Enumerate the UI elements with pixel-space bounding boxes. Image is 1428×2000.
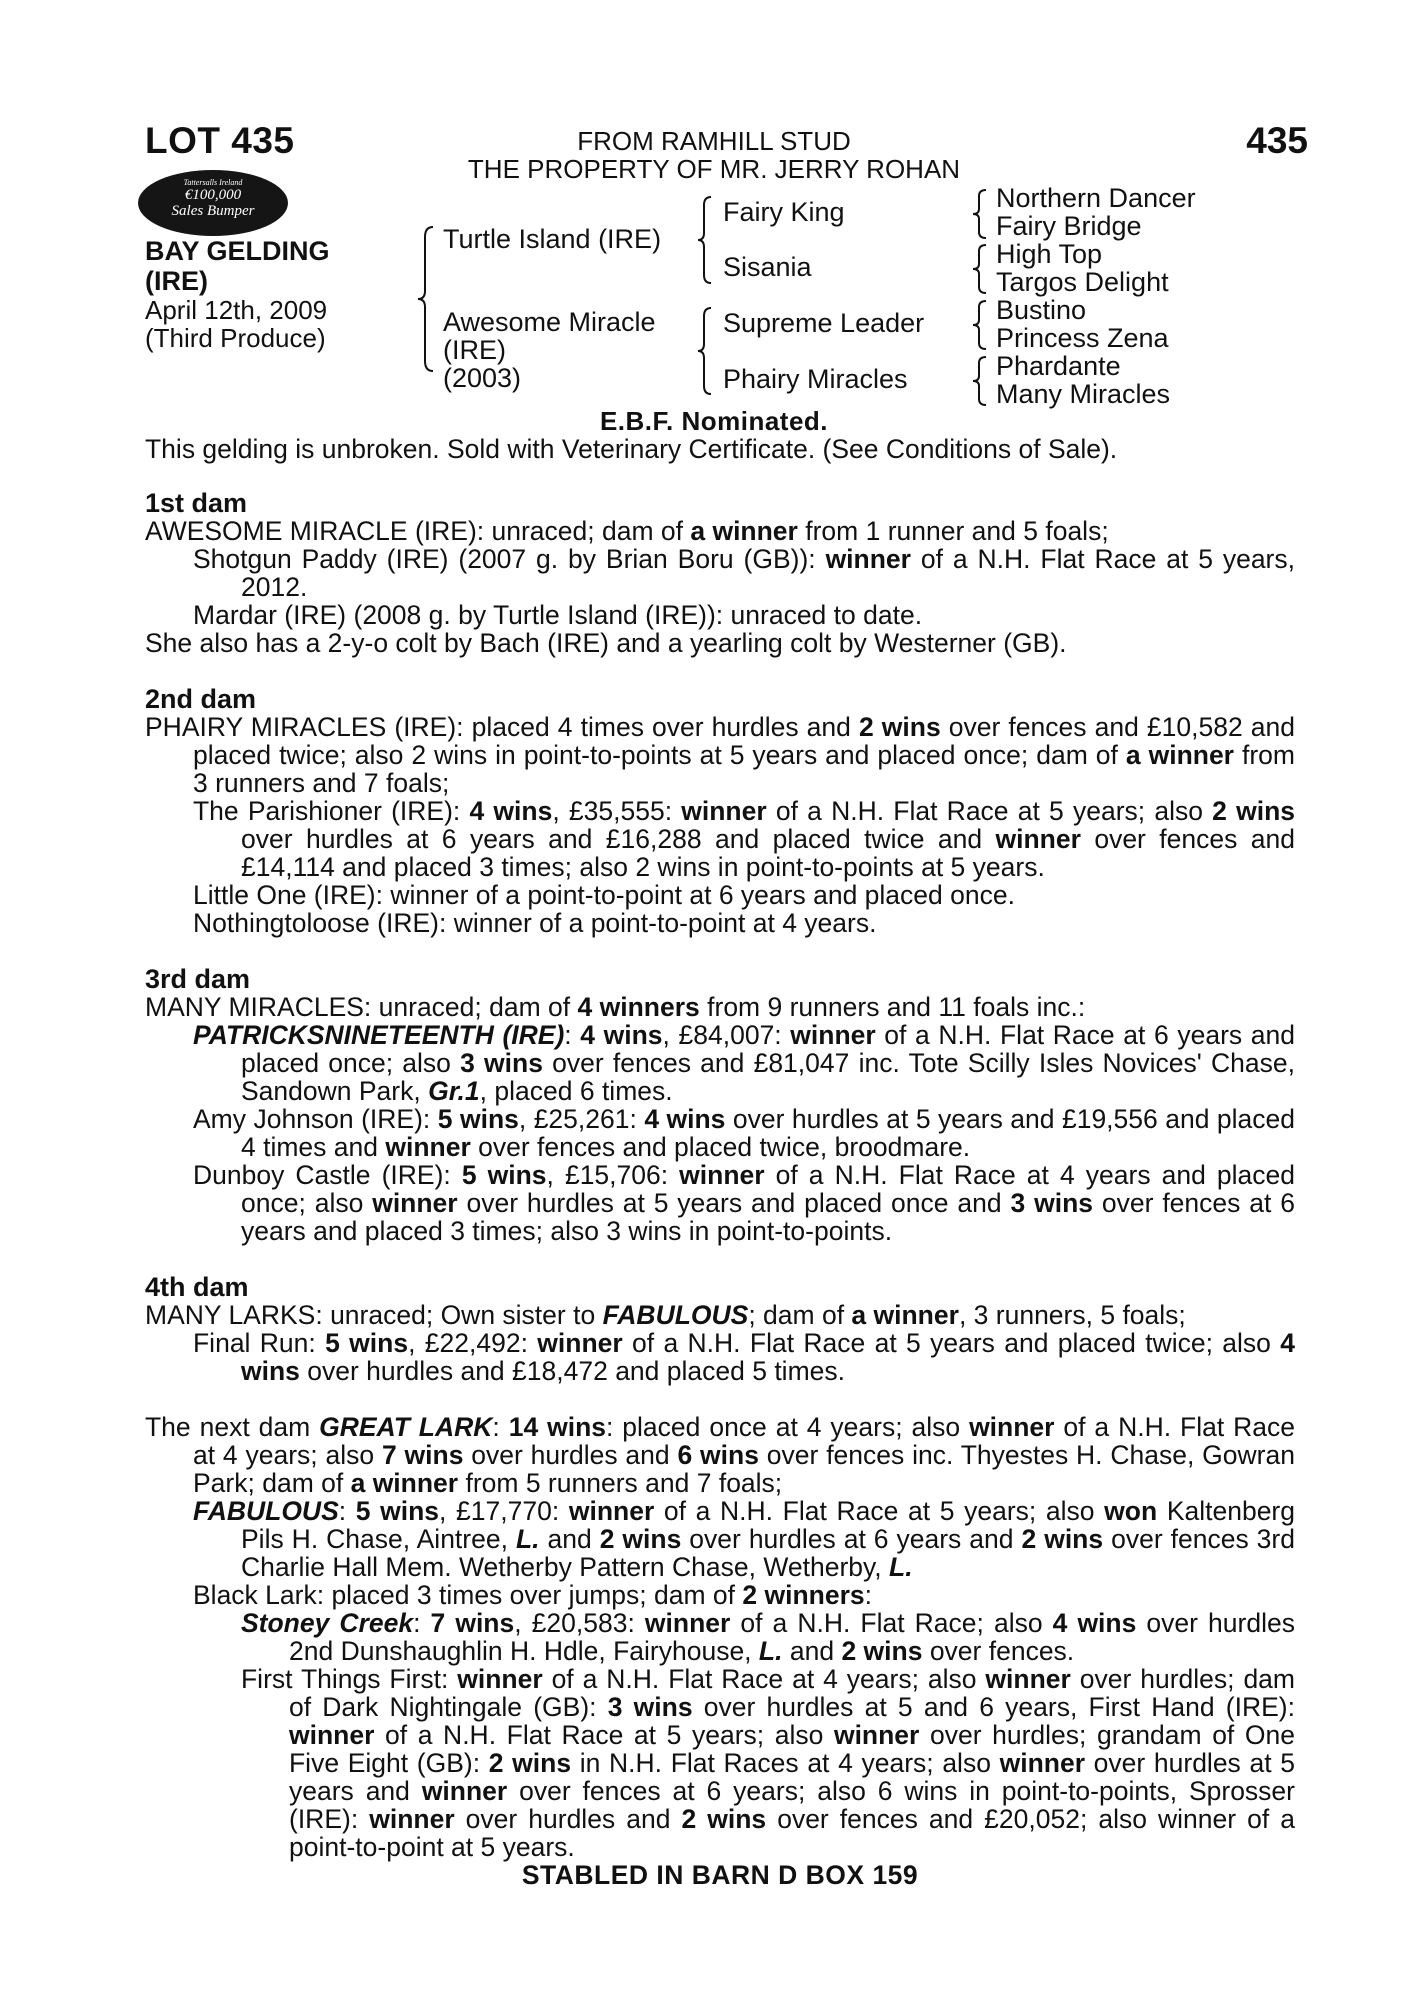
heading-2nd-dam: 2nd dam bbox=[145, 684, 257, 714]
lot-label: LOT 435 bbox=[145, 120, 295, 161]
catalogue-body bbox=[145, 461, 1295, 1889]
dam2-produce-1: The Parishioner (IRE): 4 wins, £35,555: winner of a N.H. Flat Race at 5 years; also 2 wins over hurdles at 6 years and £16,288 and placed twice and winner over fences and £14,114 and placed 3 times; also 2 wins in point-to-points at 5 years. bbox=[193, 796, 1295, 882]
lot-number: 435 bbox=[1246, 120, 1308, 161]
pedigree-brace-ss bbox=[970, 188, 988, 240]
dam2-summary: PHAIRY MIRACLES (IRE): placed 4 times over hurdles and 2 wins over fences and £10,582 and placed twice; also 2 wins in point-to-points at 5 years and placed once; dam of a winner from 3 runners and 7 foals; bbox=[145, 712, 1295, 798]
next-dam-grandproduce-1: Stoney Creek: 7 wins, £20,583: winner of a N.H. Flat Race; also 4 wins over hurdles 2nd Dunshaughlin H. Hdle, Fairyhouse, L. and 2 wins over fences. bbox=[241, 1608, 1295, 1666]
ebf-nomination: E.B.F. Nominated. bbox=[599, 406, 829, 436]
sale-note: This gelding is unbroken. Sold with Veterinary Certificate. (See Conditions of Sale). bbox=[145, 434, 1118, 464]
pedigree-dsd: Princess Zena bbox=[996, 323, 1169, 353]
pedigree-dam-line2: (IRE) bbox=[443, 335, 506, 365]
heading-1st-dam: 1st dam bbox=[145, 488, 248, 518]
dam1-summary: AWESOME MIRACLE (IRE): unraced; dam of a winner from 1 runner and 5 foals; bbox=[145, 516, 1109, 546]
stabling-footer: STABLED IN BARN D BOX 159 bbox=[521, 1860, 919, 1890]
dam3-produce-1: PATRICKSNINETEENTH (IRE): 4 wins, £84,007: winner of a N.H. Flat Race at 6 years and placed once; also 3 wins over fences and £81,047 inc. Tote Scilly Isles Novices' Chase, Sandown Park, Gr.1, placed 6 times. bbox=[193, 1020, 1295, 1106]
sales-bumper-badge bbox=[138, 170, 288, 236]
pedigree-ssd: Fairy Bridge bbox=[996, 211, 1142, 241]
pedigree-sire-sire: Fairy King bbox=[723, 197, 845, 227]
dam1-note: She also has a 2-y-o colt by Bach (IRE) and a yearling colt by Westerner (GB). bbox=[145, 628, 1067, 658]
pedigree-brace-ds bbox=[970, 299, 988, 351]
pedigree-dam bbox=[443, 308, 656, 392]
pedigree-brace-sire bbox=[695, 195, 713, 285]
pedigree-dam-dam: Phairy Miracles bbox=[723, 364, 908, 394]
pedigree-dam-line3: (2003) bbox=[443, 363, 522, 393]
pedigree-dam-line1: Awesome Miracle bbox=[443, 307, 656, 337]
pedigree-brace-sd bbox=[970, 243, 988, 295]
horse-sex bbox=[145, 236, 330, 296]
pedigree-sds: High Top bbox=[996, 239, 1103, 269]
produce-text: (Third Produce) bbox=[145, 323, 326, 353]
heading-4th-dam: 4th dam bbox=[145, 1272, 249, 1302]
pedigree-ddd: Many Miracles bbox=[996, 379, 1171, 409]
dam3-produce-3: Dunboy Castle (IRE): 5 wins, £15,706: winner of a N.H. Flat Race at 4 years and placed once; also winner over hurdles at 5 years and placed once and 3 wins over fences at 6 years and placed 3 times; also 3 wins in point-to-points. bbox=[193, 1160, 1295, 1246]
dam1-produce-2: Mardar (IRE) (2008 g. by Turtle Island (IRE)): unraced to date. bbox=[193, 600, 923, 630]
horse-dob bbox=[145, 296, 327, 352]
dam4-produce-1: Final Run: 5 wins, £22,492: winner of a N.H. Flat Race at 5 years and placed twice; also 4 wins over hurdles and £18,472 and placed 5 times. bbox=[193, 1328, 1295, 1386]
badge-top-text: Tattersalls Ireland bbox=[183, 178, 243, 187]
dam3-summary: MANY MIRACLES: unraced; dam of 4 winners from 9 runners and 11 foals inc.: bbox=[145, 992, 1086, 1022]
next-dam-grandproduce-2: First Things First: winner of a N.H. Flat Race at 4 years; also winner over hurdles; dam of Dark Nightingale (GB): 3 wins over hurdles at 5 and 6 years, First Hand (IRE): winner of a N.H. Flat Race at 5 years; also winner over hurdles; grandam of One Five Eight (GB): 2 wins in N.H. Flat Races at 4 years; also winner over hurdles at 5 years and winner over fences at 6 years; also 6 wins in point-to-points, Sprosser (IRE): winner over hurdles and 2 wins over fences and £20,052; also winner of a point-to-point at 5 years. bbox=[241, 1664, 1295, 1862]
dam3-produce-2: Amy Johnson (IRE): 5 wins, £25,261: 4 wins over hurdles at 5 years and £19,556 and placed 4 times and winner over fences and placed twice, broodmare. bbox=[193, 1104, 1295, 1162]
pedigree-sdd: Targos Delight bbox=[996, 267, 1169, 297]
next-dam-produce-1: FABULOUS: 5 wins, £17,770: winner of a N.H. Flat Race at 5 years; also won Kaltenberg Pils H. Chase, Aintree, L. and 2 wins over hurdles at 6 years and 2 wins over fences 3rd Charlie Hall Mem. Wetherby Pattern Chase, Wetherby, L. bbox=[193, 1496, 1295, 1582]
pedigree-sss: Northern Dancer bbox=[996, 183, 1196, 213]
dam4-summary: MANY LARKS: unraced; Own sister to FABULOUS; dam of a winner, 3 runners, 5 foals; bbox=[145, 1300, 1186, 1330]
pedigree-brace-main bbox=[415, 225, 435, 373]
badge-name: Sales Bumper bbox=[171, 203, 255, 219]
dam1-produce-1: Shotgun Paddy (IRE) (2007 g. by Brian Boru (GB)): winner of a N.H. Flat Race at 5 years, 2012. bbox=[193, 544, 1295, 602]
next-dam-summary: The next dam GREAT LARK: 14 wins: placed once at 4 years; also winner of a N.H. Flat Race at 4 years; also 7 wins over hurdles and 6 wins over fences inc. Thyestes H. Chase, Gowran Park; dam of a winner from 5 runners and 7 foals; bbox=[145, 1412, 1295, 1498]
consignor: FROM RAMHILL STUD bbox=[577, 126, 851, 156]
horse-sex-label: BAY GELDING bbox=[145, 236, 330, 266]
pedigree-sire: Turtle Island (IRE) bbox=[443, 224, 662, 254]
badge-amount: €100,000 bbox=[184, 187, 242, 203]
pedigree-dam-sire: Supreme Leader bbox=[723, 308, 925, 338]
pedigree-brace-dam bbox=[695, 306, 713, 396]
next-dam-produce-2: Black Lark: placed 3 times over jumps; dam of 2 winners: bbox=[193, 1580, 872, 1610]
dam2-produce-3: Nothingtoloose (IRE): winner of a point-to-point at 4 years. bbox=[193, 908, 877, 938]
dob-text: April 12th, 2009 bbox=[145, 295, 328, 325]
pedigree-dds: Phardante bbox=[996, 351, 1121, 381]
heading-3rd-dam: 3rd dam bbox=[145, 964, 251, 994]
pedigree-brace-dd bbox=[970, 355, 988, 407]
pedigree-dss: Bustino bbox=[996, 295, 1087, 325]
owner: THE PROPERTY OF MR. JERRY ROHAN bbox=[467, 154, 961, 184]
pedigree-sire-dam: Sisania bbox=[723, 252, 812, 282]
horse-origin: (IRE) bbox=[145, 266, 208, 296]
dam2-produce-2: Little One (IRE): winner of a point-to-point at 6 years and placed once. bbox=[193, 880, 1015, 910]
